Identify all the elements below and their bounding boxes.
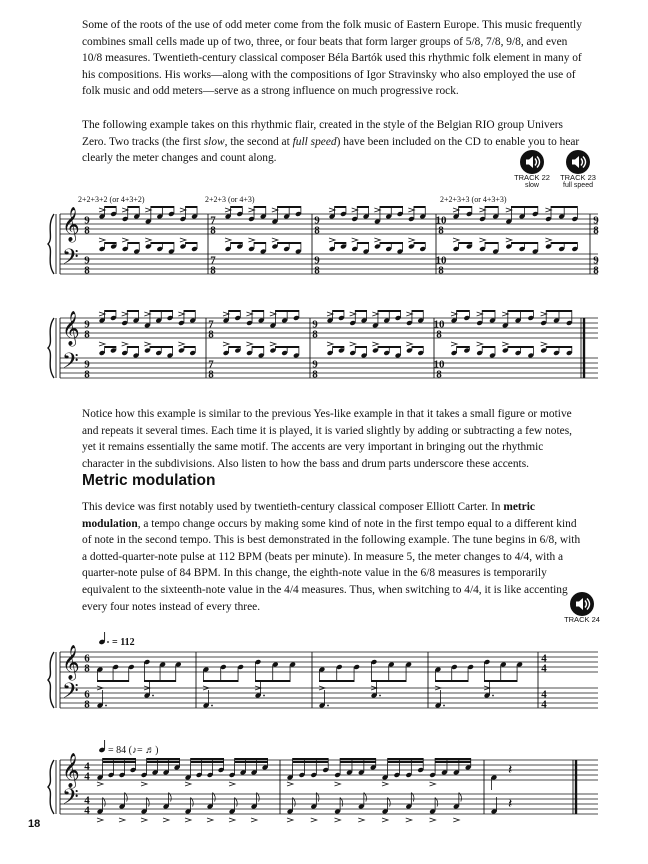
svg-text:8: 8 bbox=[208, 368, 214, 381]
grouping-label-2: 2+2+3 (or 4+3) bbox=[205, 195, 255, 204]
accent-mark bbox=[122, 238, 128, 242]
beam bbox=[355, 310, 366, 312]
svg-text:8: 8 bbox=[210, 264, 216, 277]
track-23-label: TRACK 23 bbox=[560, 173, 596, 182]
beam bbox=[150, 346, 173, 348]
quarter-rest: 𝄽 bbox=[508, 762, 513, 778]
time-signature: 7 bbox=[208, 358, 214, 371]
accent-mark bbox=[270, 312, 276, 316]
beam bbox=[185, 242, 197, 244]
beam bbox=[355, 346, 366, 348]
beam bbox=[378, 310, 401, 312]
speaker-icon bbox=[566, 150, 590, 174]
intro-paragraph: Some of the roots of the use of odd meter come from the folk music of Eastern Europe. This music frequently combines small cells made up of two, three, or four beats that form larger groups of 5/8, 7/8, 9/8, and even 10/8 measures. Twentieth-century classical composer Béla Bartók used this rhythmic folk element in many of his compositions. His works—along with the compositions of Igor Stravinsky who also employed the use of folk music and odd meters—serve as a strong influence on much progressive rock. bbox=[82, 19, 582, 98]
accent-mark bbox=[99, 238, 105, 242]
svg-text:4: 4 bbox=[84, 770, 90, 783]
brace bbox=[48, 318, 54, 378]
beam bbox=[127, 346, 138, 348]
accent-mark bbox=[541, 312, 547, 316]
beam bbox=[277, 242, 300, 244]
accent-mark bbox=[246, 312, 252, 316]
notice-paragraph: Notice how this example is similar to the previous Yes-like example in that it takes a small figure or motive and repeats it several times. Each time it is played, it is varied slightly by adding or subtracting a few notes, yet it remains essentially the same motif. The accents are very important in bringing out the rhythmic character in the subdivisions. Also listen to how the bass and drum parts underscore these accents. bbox=[82, 408, 572, 470]
treble-clef: 𝄞 bbox=[62, 207, 80, 242]
beam bbox=[357, 206, 368, 208]
accent-mark bbox=[335, 782, 341, 786]
time-signature: 7 bbox=[210, 254, 216, 267]
svg-text:8: 8 bbox=[84, 698, 90, 711]
accent-mark bbox=[352, 238, 358, 242]
accent-mark bbox=[270, 342, 276, 346]
beam bbox=[105, 242, 117, 244]
beam bbox=[252, 346, 264, 348]
accent-mark bbox=[145, 208, 151, 212]
accent-mark bbox=[225, 238, 231, 242]
beam bbox=[235, 758, 268, 760]
accent-mark bbox=[122, 342, 128, 346]
beam bbox=[435, 680, 468, 682]
time-signature: 9 bbox=[314, 254, 320, 267]
time-signature: 6 bbox=[84, 688, 90, 701]
beam bbox=[414, 242, 425, 244]
beam bbox=[457, 346, 470, 348]
track-22[interactable] bbox=[510, 150, 554, 190]
accent-mark bbox=[272, 238, 278, 242]
accent-mark bbox=[144, 342, 150, 346]
beam bbox=[105, 206, 117, 208]
beam bbox=[435, 761, 471, 763]
time-signature: 9 bbox=[312, 358, 318, 371]
beam bbox=[333, 346, 344, 348]
svg-text:8: 8 bbox=[210, 224, 216, 237]
svg-text:8: 8 bbox=[438, 224, 444, 237]
grouping-label-1: 2+2+3+2 (or 4+3+2) bbox=[78, 195, 145, 204]
accent-mark bbox=[223, 312, 229, 316]
beam bbox=[412, 346, 423, 348]
example-text-c: ) have been included on the CD to enable you to hear clearly the meter changes and count along. bbox=[82, 135, 580, 165]
track-22-sub: slow bbox=[524, 182, 539, 189]
beam bbox=[191, 758, 224, 760]
accent-mark bbox=[144, 312, 150, 316]
page-number: 18 bbox=[28, 818, 41, 830]
accent-mark bbox=[248, 208, 254, 212]
beam bbox=[231, 242, 243, 244]
beam bbox=[191, 761, 224, 763]
quarter-rest: 𝄽 bbox=[508, 796, 513, 812]
grand-staff bbox=[48, 206, 599, 277]
beam bbox=[254, 242, 266, 244]
svg-text:8: 8 bbox=[84, 224, 90, 237]
svg-text:8: 8 bbox=[208, 328, 214, 341]
beam bbox=[511, 242, 537, 244]
accent-mark bbox=[350, 312, 356, 316]
accent-mark bbox=[311, 818, 317, 822]
beam bbox=[231, 206, 243, 208]
accent-mark bbox=[382, 818, 388, 822]
beam bbox=[388, 758, 424, 760]
beam bbox=[277, 206, 300, 208]
accent-mark bbox=[229, 818, 235, 822]
example-paragraph bbox=[82, 117, 582, 167]
beam bbox=[184, 346, 195, 348]
accent-mark bbox=[372, 312, 378, 316]
modulation-text-a: This device was first notably used by twentieth-century classical composer Elliott Carter. In bbox=[82, 501, 504, 513]
accent-mark bbox=[122, 312, 128, 316]
accent-mark bbox=[479, 208, 485, 212]
accent-mark bbox=[99, 312, 105, 316]
svg-text:4: 4 bbox=[541, 698, 547, 711]
svg-text:4: 4 bbox=[541, 662, 547, 675]
svg-text:8: 8 bbox=[312, 328, 318, 341]
time-signature: 4 bbox=[84, 794, 90, 807]
accent-mark bbox=[248, 238, 254, 242]
grouping-label-3: 2+2+3+3 (or 4+3+3) bbox=[440, 195, 507, 204]
time-signature: 4 bbox=[541, 652, 547, 665]
beam bbox=[275, 310, 298, 312]
accent-mark bbox=[479, 238, 485, 242]
treble-clef: 𝄞 bbox=[62, 645, 80, 680]
beam bbox=[335, 242, 346, 244]
beam bbox=[105, 346, 116, 348]
accent-mark bbox=[372, 342, 378, 346]
beam bbox=[275, 346, 298, 348]
accent-mark bbox=[163, 818, 169, 822]
accent-mark bbox=[506, 208, 512, 212]
accent-mark bbox=[223, 342, 229, 346]
accent-mark bbox=[453, 208, 459, 212]
accent-mark bbox=[229, 782, 235, 786]
track-24[interactable] bbox=[560, 592, 604, 624]
accent-mark bbox=[178, 342, 184, 346]
accent-mark bbox=[141, 818, 147, 822]
tempo-112: = 112 bbox=[112, 637, 135, 648]
bass-clef: 𝄢 bbox=[62, 785, 79, 815]
time-signature: 10 bbox=[433, 358, 445, 371]
accent-mark bbox=[185, 818, 191, 822]
svg-text:8: 8 bbox=[593, 264, 599, 277]
modulation-text-bold: metric modulation bbox=[82, 501, 535, 530]
brace bbox=[48, 760, 54, 814]
accent-mark bbox=[430, 782, 436, 786]
accent-mark bbox=[451, 312, 457, 316]
accent-mark bbox=[251, 818, 257, 822]
beam bbox=[203, 680, 238, 682]
accent-mark bbox=[329, 208, 335, 212]
svg-text:8: 8 bbox=[314, 264, 320, 277]
accent-mark bbox=[287, 782, 293, 786]
beam bbox=[147, 758, 180, 760]
accent-mark bbox=[477, 342, 483, 346]
beam bbox=[414, 206, 425, 208]
time-signature: 7 bbox=[210, 214, 216, 227]
svg-text:8: 8 bbox=[84, 264, 90, 277]
accent-mark bbox=[99, 342, 105, 346]
beam bbox=[380, 242, 403, 244]
music-system-3 bbox=[0, 630, 648, 720]
beam bbox=[380, 206, 403, 208]
beam bbox=[229, 310, 241, 312]
accent-mark bbox=[502, 342, 508, 346]
time-signature: 4 bbox=[84, 760, 90, 773]
tempo-84: = 84 (♪= ♬) bbox=[108, 745, 159, 756]
accent-mark bbox=[335, 818, 341, 822]
time-signature: 9 bbox=[312, 318, 318, 331]
beam bbox=[184, 310, 195, 312]
time-signature: 9 bbox=[593, 254, 599, 267]
beam bbox=[459, 242, 472, 244]
accent-mark bbox=[502, 312, 508, 316]
grand-staff bbox=[48, 753, 598, 822]
beam bbox=[457, 310, 470, 312]
example-text-a: The following example takes on this rhythmic flair, created in the style of the Belgian RIO group Univers Zero. Two tracks (the first bbox=[82, 119, 563, 148]
track-24-label: TRACK 24 bbox=[564, 615, 600, 624]
beam bbox=[378, 346, 401, 348]
time-signature: 9 bbox=[84, 214, 90, 227]
beam bbox=[551, 242, 577, 244]
accent-mark bbox=[545, 208, 551, 212]
accent-mark bbox=[246, 342, 252, 346]
accent-mark bbox=[406, 342, 412, 346]
accent-mark bbox=[374, 208, 380, 212]
beam bbox=[150, 310, 173, 312]
accent-mark bbox=[451, 342, 457, 346]
music-system-2 bbox=[0, 298, 648, 394]
accent-mark bbox=[352, 208, 358, 212]
accent-mark bbox=[97, 782, 103, 786]
beam bbox=[103, 758, 136, 760]
time-signature: 7 bbox=[208, 318, 214, 331]
accent-mark bbox=[406, 312, 412, 316]
svg-text:4: 4 bbox=[84, 804, 90, 817]
example-text-full: full speed bbox=[292, 135, 337, 148]
beam bbox=[144, 680, 175, 682]
example-text-b: , the second at bbox=[224, 135, 293, 148]
grand-staff bbox=[48, 310, 598, 381]
accent-mark bbox=[374, 238, 380, 242]
svg-text:8: 8 bbox=[84, 662, 90, 675]
time-signature: 4 bbox=[541, 688, 547, 701]
accent-mark bbox=[178, 312, 184, 316]
accent-mark bbox=[408, 208, 414, 212]
svg-text:8: 8 bbox=[436, 368, 442, 381]
treble-clef: 𝄞 bbox=[62, 753, 80, 788]
accent-mark bbox=[207, 818, 213, 822]
track-23-sub: full speed bbox=[563, 182, 593, 189]
beam bbox=[546, 346, 572, 348]
beam bbox=[435, 758, 471, 760]
svg-text:8: 8 bbox=[84, 368, 90, 381]
time-signature: 10 bbox=[435, 214, 447, 227]
beam bbox=[546, 310, 572, 312]
beam bbox=[103, 761, 136, 763]
speaker-icon bbox=[520, 150, 544, 174]
svg-text:8: 8 bbox=[436, 328, 442, 341]
music-system-1 bbox=[0, 192, 648, 288]
beam bbox=[340, 761, 376, 763]
accent-mark bbox=[329, 238, 335, 242]
track-23[interactable] bbox=[554, 150, 602, 190]
accent-mark bbox=[97, 818, 103, 822]
tempo-marking bbox=[98, 740, 158, 756]
accent-mark bbox=[541, 342, 547, 346]
beam bbox=[482, 346, 495, 348]
accent-mark bbox=[185, 782, 191, 786]
beam bbox=[388, 761, 424, 763]
accent-mark bbox=[408, 238, 414, 242]
beam bbox=[127, 310, 138, 312]
accent-mark bbox=[141, 782, 147, 786]
svg-text:8: 8 bbox=[84, 328, 90, 341]
time-signature: 6 bbox=[84, 652, 90, 665]
beam bbox=[151, 206, 174, 208]
track-22-label: TRACK 22 bbox=[514, 173, 550, 182]
svg-text:8: 8 bbox=[314, 224, 320, 237]
accent-mark bbox=[180, 238, 186, 242]
accent-mark bbox=[453, 238, 459, 242]
tempo-marking bbox=[98, 632, 134, 648]
beam bbox=[511, 206, 537, 208]
beam bbox=[147, 761, 180, 763]
accent-mark bbox=[272, 208, 278, 212]
accent-mark bbox=[119, 818, 125, 822]
beam bbox=[185, 206, 197, 208]
beam bbox=[128, 206, 140, 208]
beam bbox=[551, 206, 577, 208]
example-text-slow: slow bbox=[203, 135, 225, 148]
accent-mark bbox=[327, 342, 333, 346]
modulation-text-b: , a tempo change occurs by making some kind of note in the first tempo equal to a different kind of note in the second tempo. This is best demonstrated in the following example. The tune begins in 6/8, with a dotted-quarter-note pulse at 112 BPM (beats per minute). In measure 5, the meter changes to 4/4, with a quarter-note pulse of 84 BPM. In this change, the eighth-note value in the 6/8 measures is temporarily equivalent to the sixteenth-note value in the 4/4 measures. Thus, when switching to 4/4, it is like accenting every four notes instead of every three. bbox=[82, 517, 581, 613]
accent-mark bbox=[350, 342, 356, 346]
beam bbox=[254, 206, 266, 208]
accent-mark bbox=[122, 208, 128, 212]
music-system-4 bbox=[0, 738, 648, 824]
svg-text:8: 8 bbox=[438, 264, 444, 277]
time-signature: 9 bbox=[314, 214, 320, 227]
beam bbox=[293, 758, 329, 760]
beam bbox=[97, 680, 128, 682]
beam bbox=[508, 346, 534, 348]
svg-text:8: 8 bbox=[312, 368, 318, 381]
accent-mark bbox=[506, 238, 512, 242]
speaker-icon bbox=[570, 592, 594, 616]
beam bbox=[151, 242, 174, 244]
beam bbox=[357, 242, 368, 244]
section-heading: Metric modulation bbox=[82, 472, 216, 489]
time-signature: 10 bbox=[433, 318, 445, 331]
accent-mark bbox=[180, 208, 186, 212]
beam bbox=[485, 206, 498, 208]
accent-mark bbox=[327, 312, 333, 316]
metric-modulation-paragraph bbox=[82, 499, 582, 615]
beam bbox=[235, 761, 268, 763]
accent-mark bbox=[145, 238, 151, 242]
bass-clef: 𝄢 bbox=[62, 349, 79, 379]
time-signature: 9 bbox=[593, 214, 599, 227]
accent-mark bbox=[453, 818, 459, 822]
beam bbox=[105, 310, 116, 312]
accent-mark bbox=[99, 208, 105, 212]
beam bbox=[128, 242, 140, 244]
accent-mark bbox=[382, 782, 388, 786]
bass-clef: 𝄢 bbox=[62, 245, 79, 275]
time-signature: 9 bbox=[84, 358, 90, 371]
brace bbox=[48, 652, 54, 708]
beam bbox=[412, 310, 423, 312]
beam bbox=[335, 206, 346, 208]
bass-clef: 𝄢 bbox=[62, 679, 79, 709]
accent-mark bbox=[430, 818, 436, 822]
svg-text:8: 8 bbox=[593, 224, 599, 237]
beam bbox=[482, 310, 495, 312]
time-signature: 10 bbox=[435, 254, 447, 267]
beam bbox=[319, 680, 354, 682]
brace bbox=[48, 214, 54, 274]
accent-mark bbox=[545, 238, 551, 242]
beam bbox=[485, 242, 498, 244]
beam bbox=[229, 346, 241, 348]
beam bbox=[459, 206, 472, 208]
beam bbox=[293, 761, 329, 763]
time-signature: 9 bbox=[84, 254, 90, 267]
accent-mark bbox=[358, 818, 364, 822]
time-signature: 9 bbox=[84, 318, 90, 331]
beam bbox=[333, 310, 344, 312]
accent-mark bbox=[225, 208, 231, 212]
grand-staff bbox=[48, 645, 598, 711]
accent-mark bbox=[477, 312, 483, 316]
beam bbox=[340, 758, 376, 760]
treble-clef: 𝄞 bbox=[62, 311, 80, 346]
accent-mark bbox=[287, 818, 293, 822]
beam bbox=[252, 310, 264, 312]
accent-mark bbox=[406, 818, 412, 822]
beam bbox=[508, 310, 534, 312]
